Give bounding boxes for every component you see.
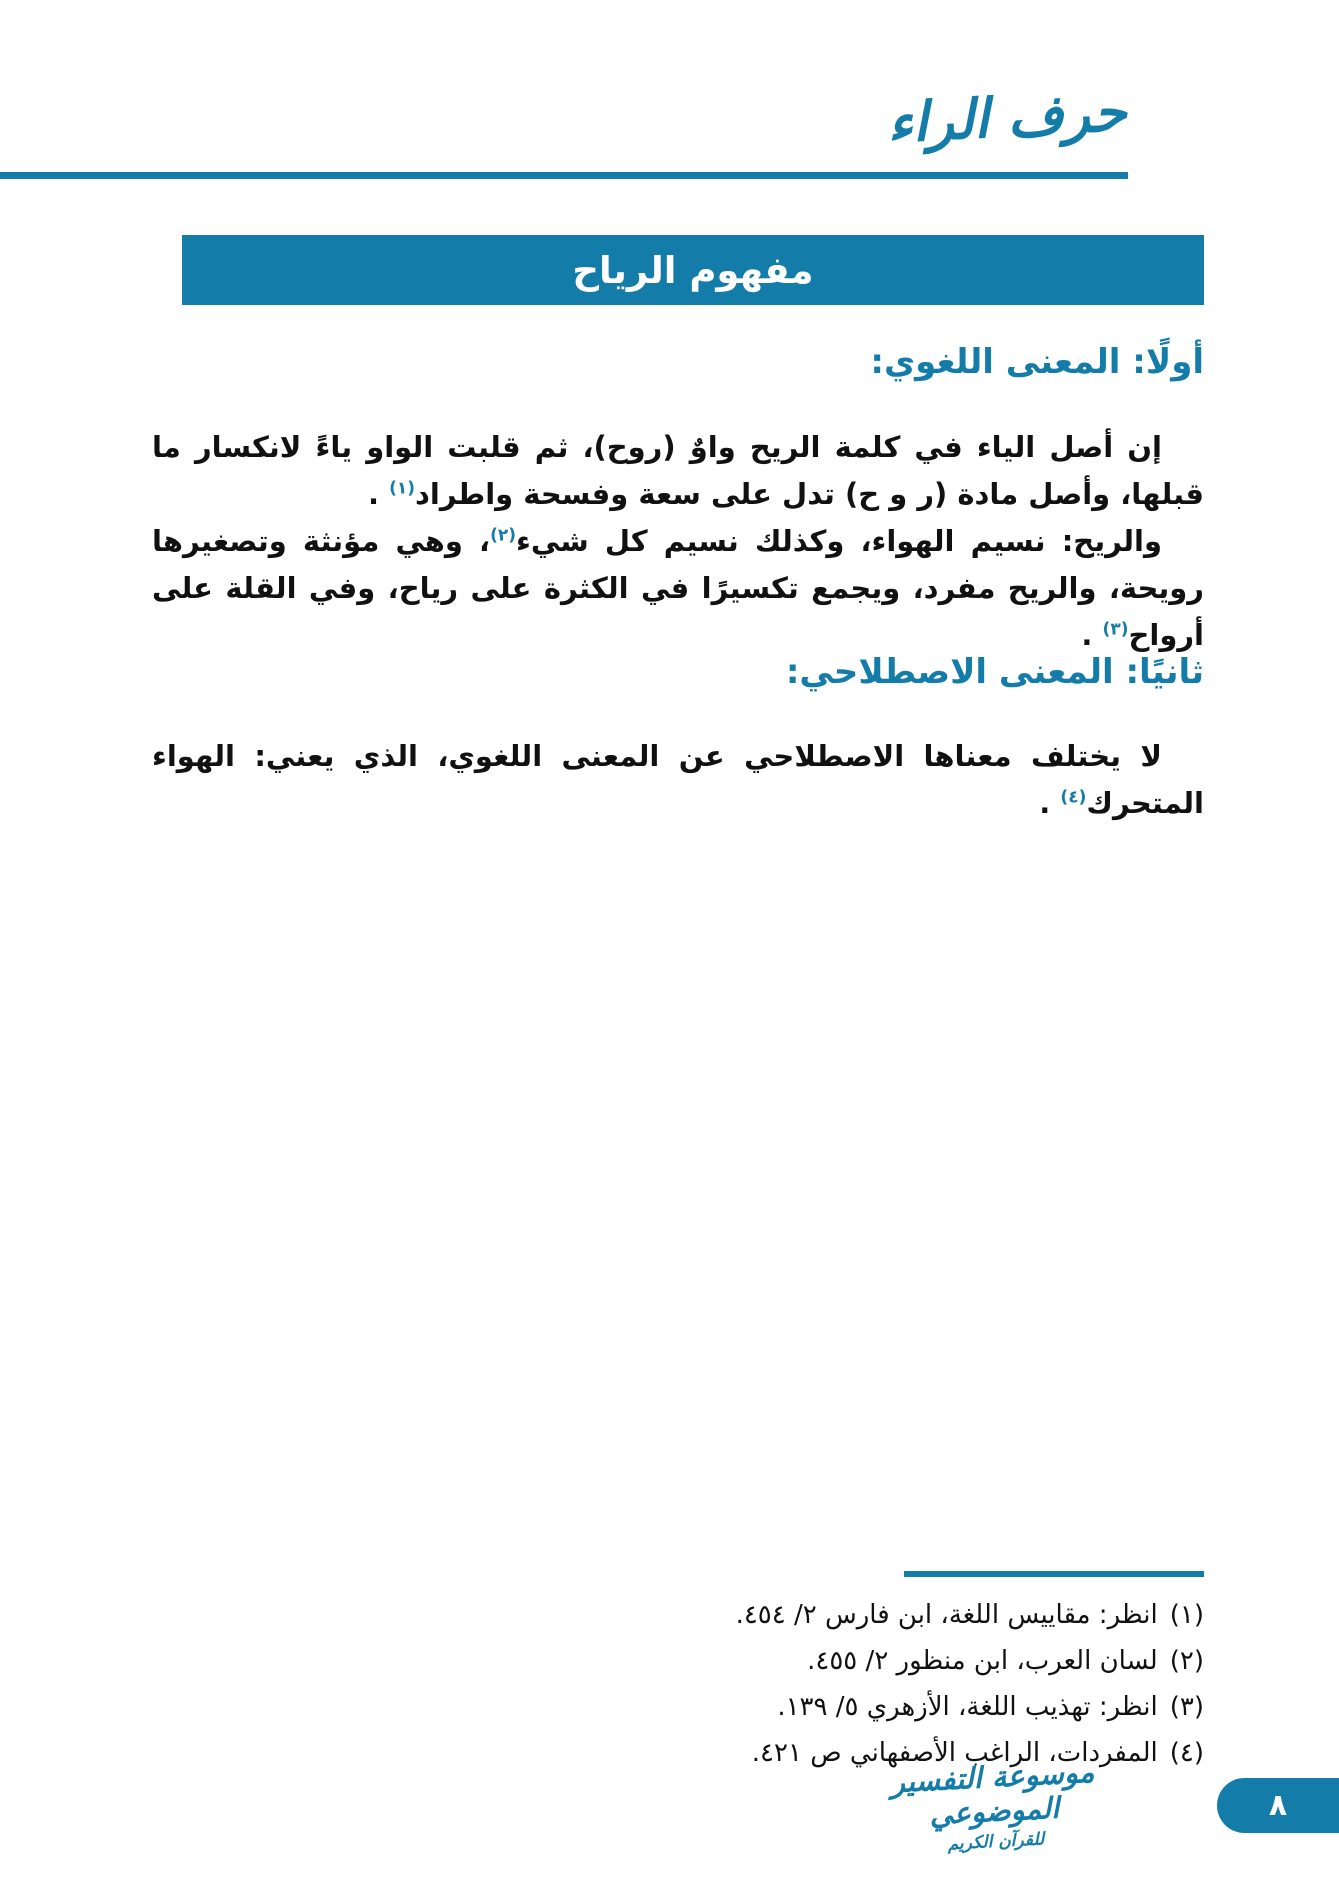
section-banner-title: مفهوم الرياح: [572, 248, 814, 292]
footnote-text: انظر: تهذيب اللغة، الأزهري ٥/ ١٣٩.: [777, 1692, 1158, 1722]
footnote-marker: (٣): [1169, 1692, 1204, 1722]
footnote-ref: (٤): [1060, 787, 1087, 808]
header-rule: [0, 172, 1128, 179]
footnote-text: لسان العرب، ابن منظور ٢/ ٤٥٥.: [807, 1646, 1158, 1676]
body-paragraph: إن أصل الياء في كلمة الريح واوٌ (روح)، ثم قلبت الواو ياءً لانكسار ما قبلها، وأصل مادة (ر و ح) تدل على سعة وفسحة واطراد$^{(١)}$ .: [152, 430, 1204, 511]
body-block-linguistic: [152, 424, 1204, 659]
footnote-separator: [904, 1571, 1204, 1577]
footnote-marker: (١): [1169, 1600, 1204, 1630]
footnote-text: انظر: مقاييس اللغة، ابن فارس ٢/ ٤٥٤.: [735, 1600, 1158, 1630]
body-paragraph: لا يختلف معناها الاصطلاحي عن المعنى اللغوي، الذي يعني: الهواء المتحرك$^{(٤)}$ .: [152, 739, 1204, 820]
footnote-ref: (٢): [490, 525, 517, 546]
footnote-marker: (٢): [1169, 1646, 1204, 1676]
section-banner: [182, 235, 1204, 305]
footnote-text: المفردات، الراغب الأصفهاني ص ٤٢١.: [751, 1738, 1158, 1768]
footnote-item: [564, 1684, 1204, 1730]
footnote-ref: (١): [389, 478, 416, 499]
footnote-item: [564, 1592, 1204, 1638]
footnote-item: [564, 1638, 1204, 1684]
heading-linguistic-meaning: أولًا: المعنى اللغوي:: [870, 342, 1204, 382]
chapter-calligraphy: حرف الراء: [885, 79, 1129, 156]
heading-terminological-meaning: ثانيًا: المعنى الاصطلاحي:: [785, 652, 1204, 692]
publisher-logo-subtitle: للقرآن الكريم: [947, 1829, 1045, 1855]
body-paragraph: والريح: نسيم الهواء، وكذلك نسيم كل شيء$^{(٢)}$، وهي مؤنثة وتصغيرها رويحة، والريح مفرد، ويجمع تكسيرًا في الكثرة على رياح، وفي القلة على أرواح$^{(٣)}$ .: [152, 524, 1204, 652]
footnote-marker: (٤): [1169, 1738, 1204, 1768]
footnote-ref: (٣): [1102, 619, 1129, 640]
page-number-tab: [1217, 1778, 1339, 1833]
body-block-terminological: [152, 733, 1204, 827]
page-number: ٨: [1268, 1788, 1288, 1823]
footnotes-list: [564, 1592, 1204, 1776]
publisher-logo-title: موسوعة التفسير الموضوعي: [889, 1754, 1096, 1832]
publisher-logo: [857, 1753, 1131, 1859]
